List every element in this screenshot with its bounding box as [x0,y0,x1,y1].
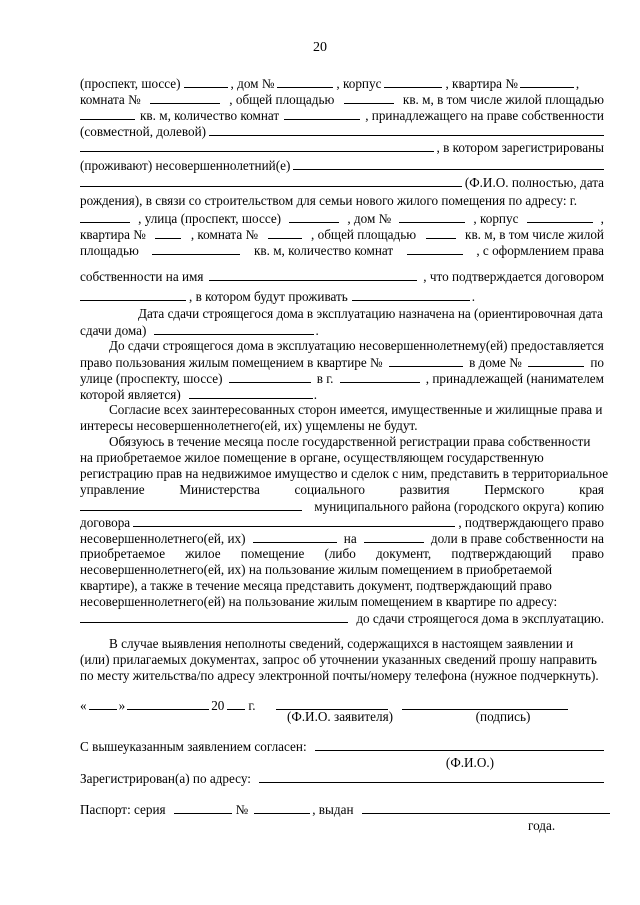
form-line: (Ф.И.О. полностью, дата [80,174,604,190]
form-line: по месту жительства/по адресу электронной почты/номеру телефона (нужное подчеркнуть). [80,668,599,683]
form-line: договора , подтверждающего право [80,515,604,530]
form-line: (проживают) несовершеннолетний(е) [80,157,604,173]
form-line: В случае выявления неполноты сведений, содержащихся в настоящем заявлении и [109,636,574,651]
form-line: которой является) . [80,387,318,402]
form-line: площадью кв. м, количество комнат , с оформлением права [80,243,604,258]
form-line: кв. м, количество комнат , принадлежащего на праве собственности [80,107,604,123]
form-line: интересы несовершеннолетнего(ей, их) ущемлены не будут. [80,418,418,433]
form-line: Согласие всех заинтересованных сторон имеется, имущественные и жилищные права и [109,402,603,417]
agree-name-field[interactable] [315,738,604,751]
fio-caption: (Ф.И.О.) [445,755,495,770]
passport-issued-field[interactable] [362,801,610,814]
form-line: (проспект, шоссе) , дом № , корпус , квартира № , [80,76,580,91]
address-line: Зарегистрирован(а) по адресу: [80,770,604,786]
form-line: Дата сдачи строящегося дома в эксплуатацию назначена на (ориентировочная дата [138,306,603,321]
form-line: на приобретаемое жилое помещение в органе, осуществляющем государственную [80,450,544,465]
agree-line: С вышеуказанным заявлением согласен: [80,738,604,754]
form-line: , в котором зарегистрированы [80,139,604,155]
date-line: « » 20 г. [80,697,604,713]
form-line: рождения), в связи со строительством для семьи нового жилого помещения по адресу: г. [80,193,578,208]
form-line: право пользования жилым помещением в квартире № в доме № по [80,355,604,370]
form-line: регистрацию прав на недвижимое имущество и сделок с ним, представить в территориальное [80,466,609,481]
address-field[interactable] [259,770,604,783]
day-field[interactable] [89,697,117,710]
form-line: несовершеннолетнего(ей, их) на доли в праве собственности на [80,531,604,546]
form-line: квартире), а также в течение месяца представить документ, подтверждающий право [80,578,552,593]
form-line: приобретаемое жилое помещение (либо документ, подтверждающий право [80,546,604,561]
form-line: Обязуюсь в течение месяца после государственной регистрации права собственности [109,434,591,449]
form-line: , улица (проспект, шоссе) , дом № , корпус , [80,210,604,226]
form-line: несовершеннолетнего(ей, их) на пользование жилым помещением в приобретаемой [80,562,553,577]
form-line: сдачи дома) . [80,323,319,338]
form-line: собственности на имя , что подтверждается договором [80,269,604,284]
form-line: (совместной, долевой) [80,123,604,139]
form-line: управление Министерства социального развития Пермского края [80,482,604,497]
form-line: До сдачи строящегося дома в эксплуатацию несовершеннолетнему(ей) предоставляется [109,338,604,353]
signature-caption: (подпись) [475,709,531,724]
form-line: (или) прилагаемых документах, запрос об уточнении указанных сведений прошу направить [80,652,597,667]
form-line: , в котором будут проживать . [80,288,604,304]
passport-number-field[interactable] [254,801,310,814]
year-field[interactable] [227,697,245,710]
month-field[interactable] [127,697,209,710]
form-line: улице (проспекту, шоссе) в г. , принадлежащей (нанимателем [80,371,604,386]
applicant-caption: (Ф.И.О. заявителя) [286,709,394,724]
form-line: муниципального района (городского округа) копию [80,498,604,514]
year-label: года. [528,818,556,833]
page-number: 20 [313,40,327,55]
passport-line: Паспорт: серия № , выдан [80,801,604,817]
form-line: несовершеннолетнего(ей) на пользование жилым помещением в квартире по адресу: [80,594,558,609]
form-line: до сдачи строящегося дома в эксплуатацию. [80,610,604,626]
passport-series-field[interactable] [174,801,232,814]
form-line: квартира № , комната № , общей площадью кв. м, в том числе жилой [80,227,604,242]
form-line: комната № , общей площадью кв. м, в том числе жилой площадью [80,92,604,107]
